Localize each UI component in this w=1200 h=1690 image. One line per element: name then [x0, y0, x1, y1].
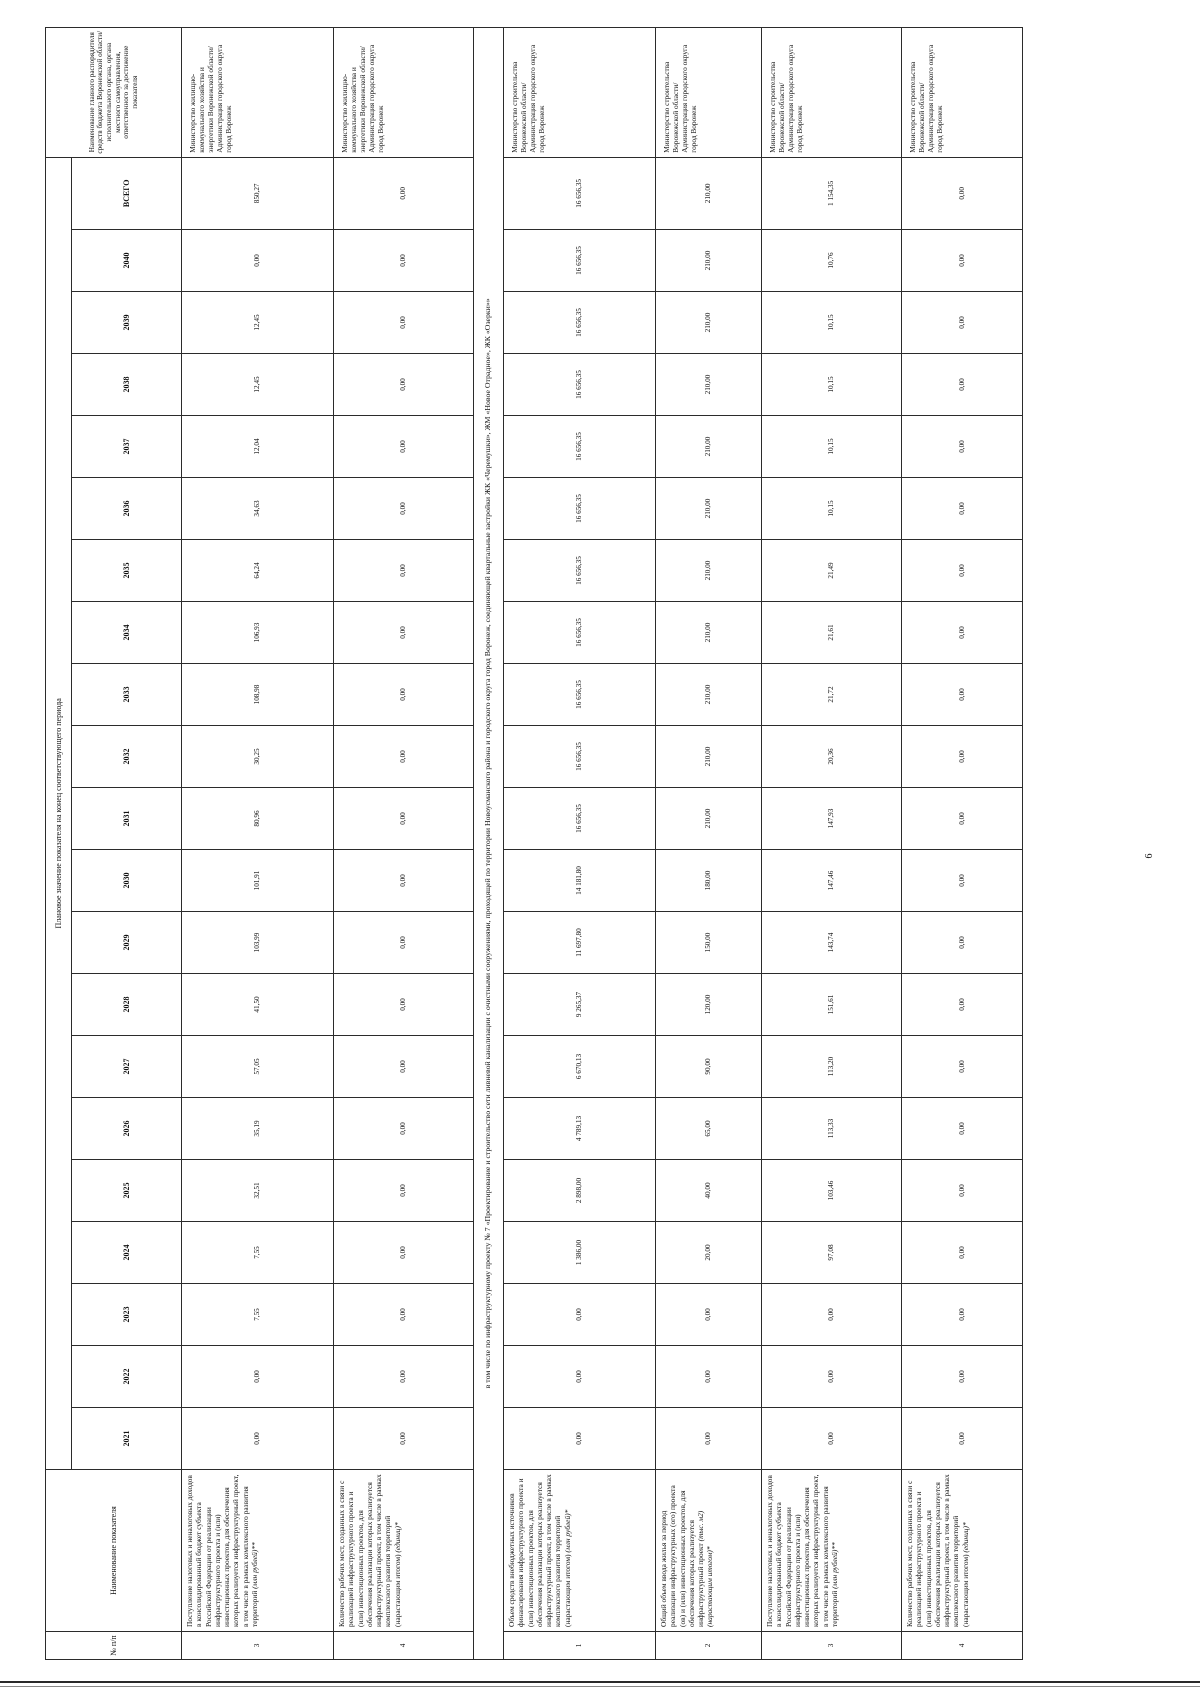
value-cell-2034: 21,61 [762, 602, 902, 664]
value-cell-2036: 16 656,35 [504, 478, 656, 540]
value-cell-2034: 106,93 [182, 602, 334, 664]
row-number: 4 [902, 1632, 1023, 1660]
value-cell-2038: 0,00 [902, 354, 1023, 416]
value-cell-2021: 0,00 [182, 1408, 334, 1470]
indicator-unit: (млн рублей)** [249, 1542, 259, 1589]
year-header-2021: 2021 [72, 1408, 182, 1470]
row-number: 1 [504, 1632, 656, 1660]
responsible-administrator: Министерство жилищно-коммунального хозяйства и энергетики Воронежской области/ Администрация городского округа город Воронеж [334, 27, 474, 157]
value-cell-2038: 0,00 [334, 354, 474, 416]
value-cell-total: 1 154,35 [762, 157, 902, 229]
value-cell-2024: 1 386,00 [504, 1222, 656, 1284]
value-cell-2038: 210,00 [656, 354, 762, 416]
value-cell-2029: 150,00 [656, 912, 762, 974]
value-cell-2029: 0,00 [334, 912, 474, 974]
value-cell-2028: 0,00 [334, 974, 474, 1036]
year-header-2037: 2037 [72, 416, 182, 478]
indicator-name [762, 1470, 902, 1632]
year-header-2030: 2030 [72, 850, 182, 912]
value-cell-2028: 41,50 [182, 974, 334, 1036]
value-cell-2028: 151,61 [762, 974, 902, 1036]
indicator-name [334, 1470, 474, 1632]
value-cell-2036: 0,00 [334, 478, 474, 540]
value-cell-2021: 0,00 [902, 1408, 1023, 1470]
year-header-2038: 2038 [72, 354, 182, 416]
value-cell-2028: 9 265,37 [504, 974, 656, 1036]
indicator-unit: (млн рублей)** [829, 1542, 839, 1589]
header-administrator: Наименование главного распорядителя средств бюджета Воронежской области/исполнительного органа, органа местного самоуправления, ответственного за достижение показателя [46, 27, 182, 157]
value-cell-2021: 0,00 [656, 1408, 762, 1470]
value-cell-2022: 0,00 [762, 1346, 902, 1408]
value-cell-2026: 0,00 [334, 1098, 474, 1160]
value-cell-2032: 0,00 [334, 726, 474, 788]
value-cell-2040: 210,00 [656, 230, 762, 292]
value-cell-2034: 210,00 [656, 602, 762, 664]
value-cell-2039: 16 656,35 [504, 292, 656, 354]
value-cell-2024: 0,00 [902, 1222, 1023, 1284]
value-cell-2033: 108,98 [182, 664, 334, 726]
value-cell-2040: 0,00 [902, 230, 1023, 292]
value-cell-2033: 0,00 [902, 664, 1023, 726]
indicator-name-text: Общий объем ввода жилья за период реализации инфраструктурных (ого) проекта (ов) и (или) инвестиционных проектов, для обеспечения которых реализуется инфраструктурный проект [659, 1485, 705, 1627]
value-cell-2021: 0,00 [334, 1408, 474, 1470]
indicator-unit: (тыс. м2) (нарастающим итогом)* [696, 1510, 715, 1627]
value-cell-2023: 0,00 [656, 1284, 762, 1346]
value-cell-2024: 7,55 [182, 1222, 334, 1284]
header-row-years [72, 27, 182, 1659]
value-cell-total: 850,27 [182, 157, 334, 229]
scan-edge-line [0, 1681, 1200, 1683]
value-cell-2026: 4 789,13 [504, 1098, 656, 1160]
value-cell-2040: 16 656,35 [504, 230, 656, 292]
table-row [182, 27, 334, 1659]
value-cell-2023: 0,00 [504, 1284, 656, 1346]
value-cell-2026: 35,19 [182, 1098, 334, 1160]
value-cell-2028: 0,00 [902, 974, 1023, 1036]
value-cell-2035: 64,24 [182, 540, 334, 602]
year-header-2035: 2035 [72, 540, 182, 602]
value-cell-2021: 0,00 [762, 1408, 902, 1470]
value-cell-2034: 0,00 [902, 602, 1023, 664]
value-cell-2039: 210,00 [656, 292, 762, 354]
value-cell-2028: 120,00 [656, 974, 762, 1036]
row-number: 2 [656, 1632, 762, 1660]
year-header-2022: 2022 [72, 1346, 182, 1408]
value-cell-2023: 7,55 [182, 1284, 334, 1346]
header-row-top [46, 27, 72, 1659]
value-cell-2030: 0,00 [334, 850, 474, 912]
value-cell-2037: 12,04 [182, 416, 334, 478]
value-cell-total: 0,00 [334, 157, 474, 229]
section-title-row [474, 27, 504, 1659]
year-header-2029: 2029 [72, 912, 182, 974]
indicator-name [902, 1470, 1023, 1632]
value-cell-2032: 20,36 [762, 726, 902, 788]
value-cell-2031: 0,00 [334, 788, 474, 850]
value-cell-2032: 0,00 [902, 726, 1023, 788]
value-cell-2032: 210,00 [656, 726, 762, 788]
value-cell-2030: 0,00 [902, 850, 1023, 912]
value-cell-2024: 97,08 [762, 1222, 902, 1284]
indicator-name-text: Поступление налоговых и неналоговых доходов в консолидированный бюджет субъекта Российской Федерации от реализации инфраструктурного проекта и (или) инвестиционных проектов, для обеспечения которых реализуется инфраструктурный проект, в том числе в рамках комплексного развития территорий [185, 1474, 259, 1627]
header-indicator-name: Наименование показателя [46, 1470, 182, 1632]
indicator-name [182, 1470, 334, 1632]
value-cell-2029: 11 697,80 [504, 912, 656, 974]
value-cell-2027: 90,00 [656, 1036, 762, 1098]
value-cell-2035: 0,00 [334, 540, 474, 602]
value-cell-2040: 0,00 [334, 230, 474, 292]
value-cell-2024: 0,00 [334, 1222, 474, 1284]
year-header-2031: 2031 [72, 788, 182, 850]
header-num: № п/п [46, 1632, 182, 1660]
year-header-2040: 2040 [72, 230, 182, 292]
value-cell-2026: 113,33 [762, 1098, 902, 1160]
indicator-unit: (единиц)* [392, 1522, 402, 1553]
year-header-total: ВСЕГО [72, 157, 182, 229]
row-number: 3 [762, 1632, 902, 1660]
value-cell-2023: 0,00 [762, 1284, 902, 1346]
value-cell-2032: 30,25 [182, 726, 334, 788]
value-cell-2027: 6 670,13 [504, 1036, 656, 1098]
value-cell-2025: 0,00 [334, 1160, 474, 1222]
year-header-2039: 2039 [72, 292, 182, 354]
rotated-landscape-page [45, 28, 1187, 1660]
value-cell-2026: 0,00 [902, 1098, 1023, 1160]
responsible-administrator: Министерство строительства Воронежской области/ Администрация городского округа город Воронеж [902, 27, 1023, 157]
value-cell-2039: 0,00 [902, 292, 1023, 354]
value-cell-2037: 0,00 [902, 416, 1023, 478]
value-cell-2029: 103,99 [182, 912, 334, 974]
value-cell-2030: 147,46 [762, 850, 902, 912]
indicator-name-text: Количество рабочих мест, созданных в связи с реализацией инфраструктурного проекта и (или) инвестиционных проектов, для обеспечения реализации которых реализуется инфраструктурный проект, в том числе в рамках комплексного развития территорий (нарастающим итогом) [337, 1474, 402, 1627]
indicator-name [656, 1470, 762, 1632]
value-cell-2039: 0,00 [334, 292, 474, 354]
indicator-unit: (единиц)* [960, 1522, 970, 1553]
table-body [46, 27, 1023, 1659]
value-cell-2023: 0,00 [334, 1284, 474, 1346]
value-cell-2037: 0,00 [334, 416, 474, 478]
value-cell-2036: 34,63 [182, 478, 334, 540]
value-cell-2031: 0,00 [902, 788, 1023, 850]
value-cell-2029: 0,00 [902, 912, 1023, 974]
value-cell-2030: 14 181,80 [504, 850, 656, 912]
responsible-administrator: Министерство жилищно-коммунального хозяйства и энергетики Воронежской области/ Администрация городского округа город Воронеж [182, 27, 334, 157]
indicator-name-text: Объем средств внебюджетных источников финансирования инфраструктурного проекта и (или) инвестиционных проектов, для обеспечения реализации которых реализуется инфраструктурный проект, в том числе в рамках комплексного развития территорий (нарастающим итогом) [507, 1474, 572, 1627]
value-cell-total: 16 656,35 [504, 157, 656, 229]
table-row [656, 27, 762, 1659]
value-cell-2022: 0,00 [504, 1346, 656, 1408]
value-cell-total: 210,00 [656, 157, 762, 229]
row-number: 4 [334, 1632, 474, 1660]
page-number: 6 [1144, 853, 1155, 859]
responsible-administrator: Министерство строительства Воронежской области/ Администрация городского округа город Воронеж [762, 27, 902, 157]
value-cell-2036: 10,15 [762, 478, 902, 540]
value-cell-2029: 143,74 [762, 912, 902, 974]
table-row [334, 27, 474, 1659]
value-cell-2035: 0,00 [902, 540, 1023, 602]
value-cell-2022: 0,00 [182, 1346, 334, 1408]
responsible-administrator: Министерство строительства Воронежской области/ Администрация городского округа город Воронеж [504, 27, 656, 157]
value-cell-2039: 12,45 [182, 292, 334, 354]
value-cell-2031: 147,93 [762, 788, 902, 850]
value-cell-2035: 210,00 [656, 540, 762, 602]
year-header-2026: 2026 [72, 1098, 182, 1160]
value-cell-2033: 16 656,35 [504, 664, 656, 726]
value-cell-2021: 0,00 [504, 1408, 656, 1470]
value-cell-2039: 10,15 [762, 292, 902, 354]
year-header-2028: 2028 [72, 974, 182, 1036]
year-header-2033: 2033 [72, 664, 182, 726]
value-cell-2040: 0,00 [182, 230, 334, 292]
value-cell-2035: 16 656,35 [504, 540, 656, 602]
value-cell-2037: 16 656,35 [504, 416, 656, 478]
value-cell-2038: 10,15 [762, 354, 902, 416]
value-cell-2033: 210,00 [656, 664, 762, 726]
value-cell-2025: 40,00 [656, 1160, 762, 1222]
value-cell-2026: 65,00 [656, 1098, 762, 1160]
header-plan-value: Плановое значение показателя на конец соответствующего периода [46, 157, 72, 1469]
value-cell-2034: 16 656,35 [504, 602, 656, 664]
scan-edge-line [0, 1686, 1200, 1687]
value-cell-2030: 180,00 [656, 850, 762, 912]
indicator-unit: (млн рублей)* [562, 1509, 572, 1553]
value-cell-2025: 103,46 [762, 1160, 902, 1222]
value-cell-2031: 16 656,35 [504, 788, 656, 850]
value-cell-total: 0,00 [902, 157, 1023, 229]
indicator-name-text: Количество рабочих мест, созданных в связи с реализацией инфраструктурного проекта и (или) инвестиционных проектов, для обеспечения реализации которых реализуется инфраструктурный проект, в том числе в рамках комплексного развития территорий (нарастающим итогом) [905, 1474, 970, 1627]
table-row [902, 27, 1023, 1659]
year-header-2032: 2032 [72, 726, 182, 788]
indicator-name-text: Поступление налоговых и неналоговых доходов в консолидированный бюджет субъекта Российской Федерации от реализации инфраструктурного проекта и (или) инвестиционных проектов, для обеспечения которых реализуется инфраструктурный проект, в том числе в рамках комплексного развития территорий [765, 1474, 839, 1627]
table-row [504, 27, 656, 1659]
value-cell-2024: 20,00 [656, 1222, 762, 1284]
value-cell-2022: 0,00 [902, 1346, 1023, 1408]
value-cell-2037: 210,00 [656, 416, 762, 478]
value-cell-2031: 80,96 [182, 788, 334, 850]
value-cell-2032: 16 656,35 [504, 726, 656, 788]
value-cell-2025: 0,00 [902, 1160, 1023, 1222]
value-cell-2025: 2 898,00 [504, 1160, 656, 1222]
value-cell-2037: 10,15 [762, 416, 902, 478]
value-cell-2027: 113,20 [762, 1036, 902, 1098]
value-cell-2023: 0,00 [902, 1284, 1023, 1346]
value-cell-2033: 0,00 [334, 664, 474, 726]
row-number: 3 [182, 1632, 334, 1660]
value-cell-2036: 210,00 [656, 478, 762, 540]
value-cell-2031: 210,00 [656, 788, 762, 850]
value-cell-2038: 12,45 [182, 354, 334, 416]
value-cell-2033: 21,72 [762, 664, 902, 726]
value-cell-2025: 32,51 [182, 1160, 334, 1222]
value-cell-2027: 57,05 [182, 1036, 334, 1098]
value-cell-2022: 0,00 [334, 1346, 474, 1408]
value-cell-2030: 101,91 [182, 850, 334, 912]
year-header-2024: 2024 [72, 1222, 182, 1284]
year-header-2025: 2025 [72, 1160, 182, 1222]
value-cell-2022: 0,00 [656, 1346, 762, 1408]
responsible-administrator: Министерство строительства Воронежской области/ Администрация городского округа город Воронеж [656, 27, 762, 157]
value-cell-2038: 16 656,35 [504, 354, 656, 416]
indicator-name [504, 1470, 656, 1632]
value-cell-2027: 0,00 [902, 1036, 1023, 1098]
section-title: в том числе по инфраструктурному проекту № 7 «Проектирование и строительство сети ливневой канализации с очистными сооружениями, проходящей по территории Новоусманского района и городского округа город Воронеж, соединяющей квартальные застройки ЖК «Черемушки», ЖМ «Новое Отрадное», ЖК «Озерки»» [474, 27, 504, 1659]
year-header-2027: 2027 [72, 1036, 182, 1098]
value-cell-2035: 21,49 [762, 540, 902, 602]
indicator-table [45, 27, 1023, 1660]
table-row [762, 27, 902, 1659]
value-cell-2027: 0,00 [334, 1036, 474, 1098]
value-cell-2040: 10,76 [762, 230, 902, 292]
year-header-2023: 2023 [72, 1284, 182, 1346]
value-cell-2034: 0,00 [334, 602, 474, 664]
value-cell-2036: 0,00 [902, 478, 1023, 540]
year-header-2034: 2034 [72, 602, 182, 664]
year-header-2036: 2036 [72, 478, 182, 540]
